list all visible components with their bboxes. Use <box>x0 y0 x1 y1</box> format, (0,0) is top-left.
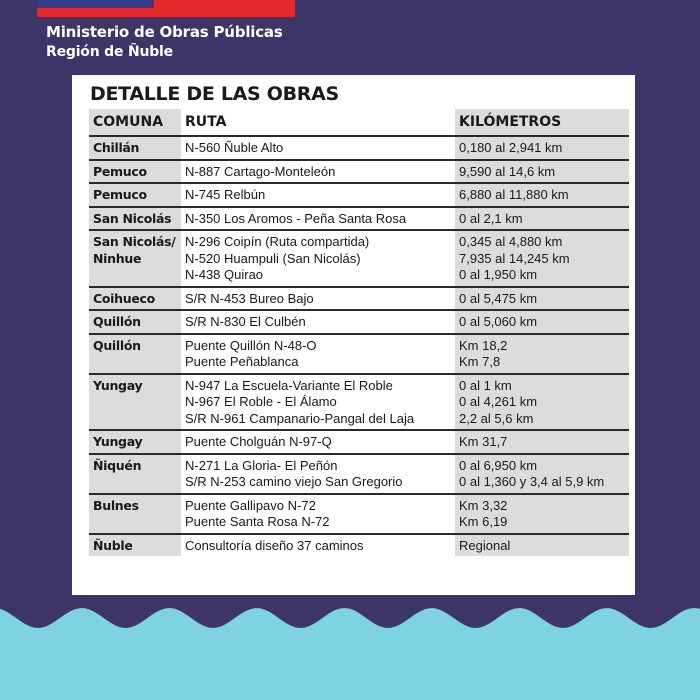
ruta-cell <box>181 208 455 232</box>
comuna-cell <box>89 375 181 432</box>
ruta-cell-line: S/R N-453 Bureo Bajo <box>185 290 314 306</box>
ruta-cell-line: Puente Gallipavo N-72 <box>185 497 316 513</box>
kilometros-cell <box>455 208 629 232</box>
column-header-kilometros: KILÓMETROS <box>455 109 629 137</box>
comuna-cell-line: Chillán <box>93 140 140 155</box>
kilometros-cell <box>455 311 629 335</box>
table-row <box>89 137 629 161</box>
ruta-cell <box>181 137 455 161</box>
kilometros-cell <box>455 535 629 557</box>
kilometros-cell <box>455 495 629 535</box>
ruta-cell-line: Puente Peñablanca <box>185 354 299 369</box>
comuna-cell-line: Ñiquén <box>93 457 142 473</box>
ruta-cell-line: N-560 Ñuble Alto <box>185 140 284 155</box>
kilometros-cell <box>455 431 629 455</box>
table-row <box>89 535 629 557</box>
kilometros-cell-line: 0,180 al 2,941 km <box>459 140 563 155</box>
ruta-cell-line: N-745 Relbún <box>185 187 266 202</box>
table-row <box>89 495 629 535</box>
column-header-ruta: RUTA <box>181 109 455 137</box>
kilometros-cell-line: Km 3,32 <box>459 497 508 513</box>
kilometros-cell-line: Regional <box>459 537 511 553</box>
table-row <box>89 231 629 288</box>
kilometros-cell-line: 0 al 5,475 km <box>459 290 538 306</box>
comuna-cell-line: San Nicolás <box>93 210 172 226</box>
table-row <box>89 311 629 335</box>
table-row <box>89 375 629 432</box>
kilometros-cell-line: 2,2 al 5,6 km <box>459 410 534 426</box>
comuna-cell-line: Coihueco <box>93 290 155 306</box>
kilometros-cell <box>455 455 629 495</box>
ruta-cell <box>181 335 455 375</box>
ruta-cell <box>181 288 455 312</box>
comuna-cell <box>89 431 181 455</box>
ruta-cell <box>181 535 455 557</box>
ruta-cell <box>181 231 455 288</box>
kilometros-cell <box>455 335 629 375</box>
comuna-cell <box>89 495 181 535</box>
comuna-cell <box>89 161 181 185</box>
comuna-cell-line: Pemuco <box>93 163 147 179</box>
wave-shape <box>0 608 700 700</box>
kilometros-cell <box>455 375 629 432</box>
ruta-cell <box>181 375 455 432</box>
ruta-cell-line: Puente Cholguán N-97-Q <box>185 434 332 449</box>
kilometros-cell-line: Km 6,19 <box>459 514 508 529</box>
comuna-cell <box>89 455 181 495</box>
kilometros-cell-line: 0 al 6,950 km <box>459 457 538 473</box>
ruta-cell-line: N-520 Huampuli (San Nicolás) <box>185 250 361 266</box>
kilometros-cell <box>455 161 629 185</box>
table-row <box>89 335 629 375</box>
kilometros-cell-line: 0,345 al 4,880 km <box>459 234 563 249</box>
kilometros-cell-line: 0 al 4,261 km <box>459 394 538 409</box>
column-header-comuna: COMUNA <box>89 109 181 137</box>
comuna-cell-line: Quillón <box>93 314 141 329</box>
ruta-cell-line: N-271 La Gloria- El Peñón <box>185 457 338 473</box>
table-body <box>89 137 629 556</box>
region-name: Región de Ñuble <box>46 44 173 60</box>
ruta-cell-line: S/R N-253 camino viejo San Gregorio <box>185 474 403 489</box>
kilometros-cell <box>455 137 629 161</box>
kilometros-cell-line: 0 al 1 km <box>459 377 512 393</box>
ruta-cell <box>181 161 455 185</box>
table-header-row <box>89 109 629 137</box>
ruta-cell <box>181 184 455 208</box>
comuna-cell <box>89 535 181 557</box>
ruta-cell-line: N-887 Cartago-Monteleón <box>185 163 336 179</box>
kilometros-cell-line: Km 31,7 <box>459 434 508 449</box>
kilometros-cell-line: Km 18,2 <box>459 337 508 353</box>
kilometros-cell <box>455 231 629 288</box>
comuna-cell <box>89 335 181 375</box>
ruta-cell-line: N-947 La Escuela-Variante El Roble <box>185 377 393 393</box>
table-row <box>89 455 629 495</box>
ruta-cell-line: Puente Santa Rosa N-72 <box>185 514 330 529</box>
comuna-cell <box>89 137 181 161</box>
ruta-cell-line: S/R N-830 El Culbén <box>185 314 306 329</box>
ruta-cell-line: N-296 Coipín (Ruta compartida) <box>185 234 370 249</box>
ruta-cell <box>181 455 455 495</box>
comuna-cell <box>89 184 181 208</box>
comuna-cell <box>89 231 181 288</box>
flag-blue-stripe <box>37 0 154 8</box>
table-row <box>89 431 629 455</box>
ministry-header <box>46 22 283 62</box>
comuna-cell-line: San Nicolás/ <box>93 234 176 249</box>
flag-red-stripe-left <box>37 8 154 17</box>
kilometros-cell <box>455 288 629 312</box>
works-table <box>89 109 629 556</box>
comuna-cell <box>89 288 181 312</box>
kilometros-cell-line: Km 7,8 <box>459 354 501 369</box>
comuna-cell-line: Bulnes <box>93 497 139 513</box>
kilometros-cell-line: 0 al 1,360 y 3,4 al 5,9 km <box>459 474 605 489</box>
works-detail-card <box>72 75 635 595</box>
ruta-cell-line: N-350 Los Aromos - Peña Santa Rosa <box>185 210 407 226</box>
kilometros-cell-line: 9,590 al 14,6 km <box>459 163 556 179</box>
kilometros-cell-line: 0 al 2,1 km <box>459 210 523 226</box>
comuna-cell-line: Pemuco <box>93 187 147 202</box>
kilometros-cell-line: 7,935 al 14,245 km <box>459 250 570 266</box>
ruta-cell-line: Consultoría diseño 37 caminos <box>185 537 364 553</box>
ruta-cell <box>181 311 455 335</box>
table-row <box>89 184 629 208</box>
comuna-cell-line: Yungay <box>93 377 143 393</box>
ruta-cell-line: N-438 Quirao <box>185 267 264 282</box>
ruta-cell-line: S/R N-961 Campanario-Pangal del Laja <box>185 410 415 426</box>
kilometros-cell-line: 6,880 al 11,880 km <box>459 187 569 202</box>
card-title: DETALLE DE LAS OBRAS <box>90 83 339 105</box>
comuna-cell <box>89 311 181 335</box>
comuna-cell-line: Ninhue <box>93 250 142 266</box>
comuna-cell-line: Ñuble <box>93 537 133 553</box>
comuna-cell-line: Quillón <box>93 337 141 353</box>
ruta-cell <box>181 495 455 535</box>
ruta-cell <box>181 431 455 455</box>
comuna-cell-line: Yungay <box>93 434 143 449</box>
ministry-name: Ministerio de Obras Públicas <box>46 23 283 41</box>
flag-red-stripe <box>154 0 295 17</box>
table-row <box>89 288 629 312</box>
table-row <box>89 161 629 185</box>
comuna-cell <box>89 208 181 232</box>
ruta-cell-line: N-967 El Roble - El Álamo <box>185 394 337 409</box>
kilometros-cell-line: 0 al 1,950 km <box>459 267 538 282</box>
table-row <box>89 208 629 232</box>
kilometros-cell-line: 0 al 5,060 km <box>459 314 538 329</box>
ruta-cell-line: Puente Quillón N-48-O <box>185 337 317 353</box>
kilometros-cell <box>455 184 629 208</box>
wave-decoration <box>0 596 700 700</box>
